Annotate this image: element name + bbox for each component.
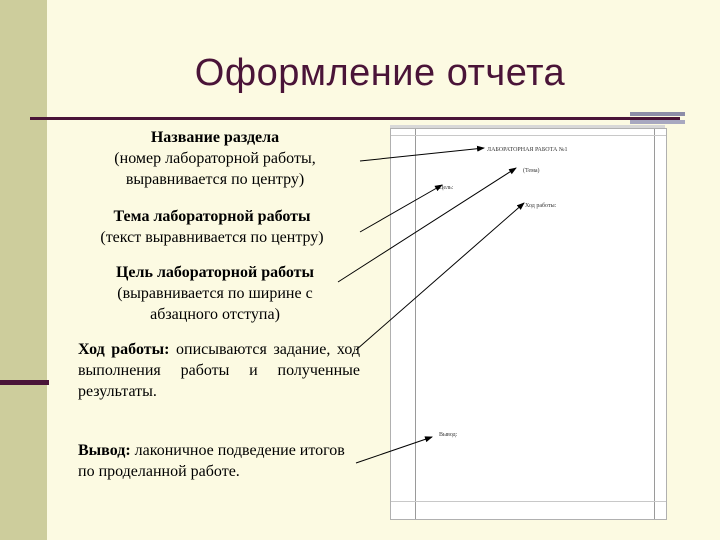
section-title-line2: выравнивается по центру) [125, 171, 305, 188]
doc-goal-text: Цель: [439, 185, 454, 191]
conclusion-text: лаконичное подведение итогов по проделанной работе. [78, 442, 345, 480]
arrow-conclusion [356, 437, 432, 463]
topic-heading: Тема лабораторной работы [113, 208, 311, 225]
goal-heading: Цель лабораторной работы [115, 264, 315, 281]
arrow-section-title [360, 148, 484, 161]
slide-title: Оформление отчета [194, 52, 566, 94]
arrow-topic [360, 185, 442, 232]
doc-header-text: ЛАБОРАТОРНАЯ РАБОТА №1 [487, 147, 568, 153]
conclusion-lead: Вывод: [78, 442, 131, 459]
section-title-line1: (номер лабораторной работы, [114, 150, 316, 167]
section-title-heading: Название раздела [150, 129, 280, 146]
arrow-goal [338, 168, 516, 282]
arrow-progress [356, 203, 524, 350]
progress-lead: Ход работы: [78, 341, 170, 358]
goal-line2: абзацного отступа) [150, 306, 280, 323]
topic-line1: (текст выравнивается по центру) [100, 229, 324, 246]
doc-conclusion-text: Вывод: [439, 432, 458, 438]
goal-line1: (выравнивается по ширине с [117, 285, 313, 302]
doc-progress-text: Ход работы: [525, 203, 557, 209]
doc-topic-text: (Тема) [523, 168, 540, 174]
progress-text: описываются задание, ход выполнения работы и полученные результаты. [78, 341, 360, 400]
